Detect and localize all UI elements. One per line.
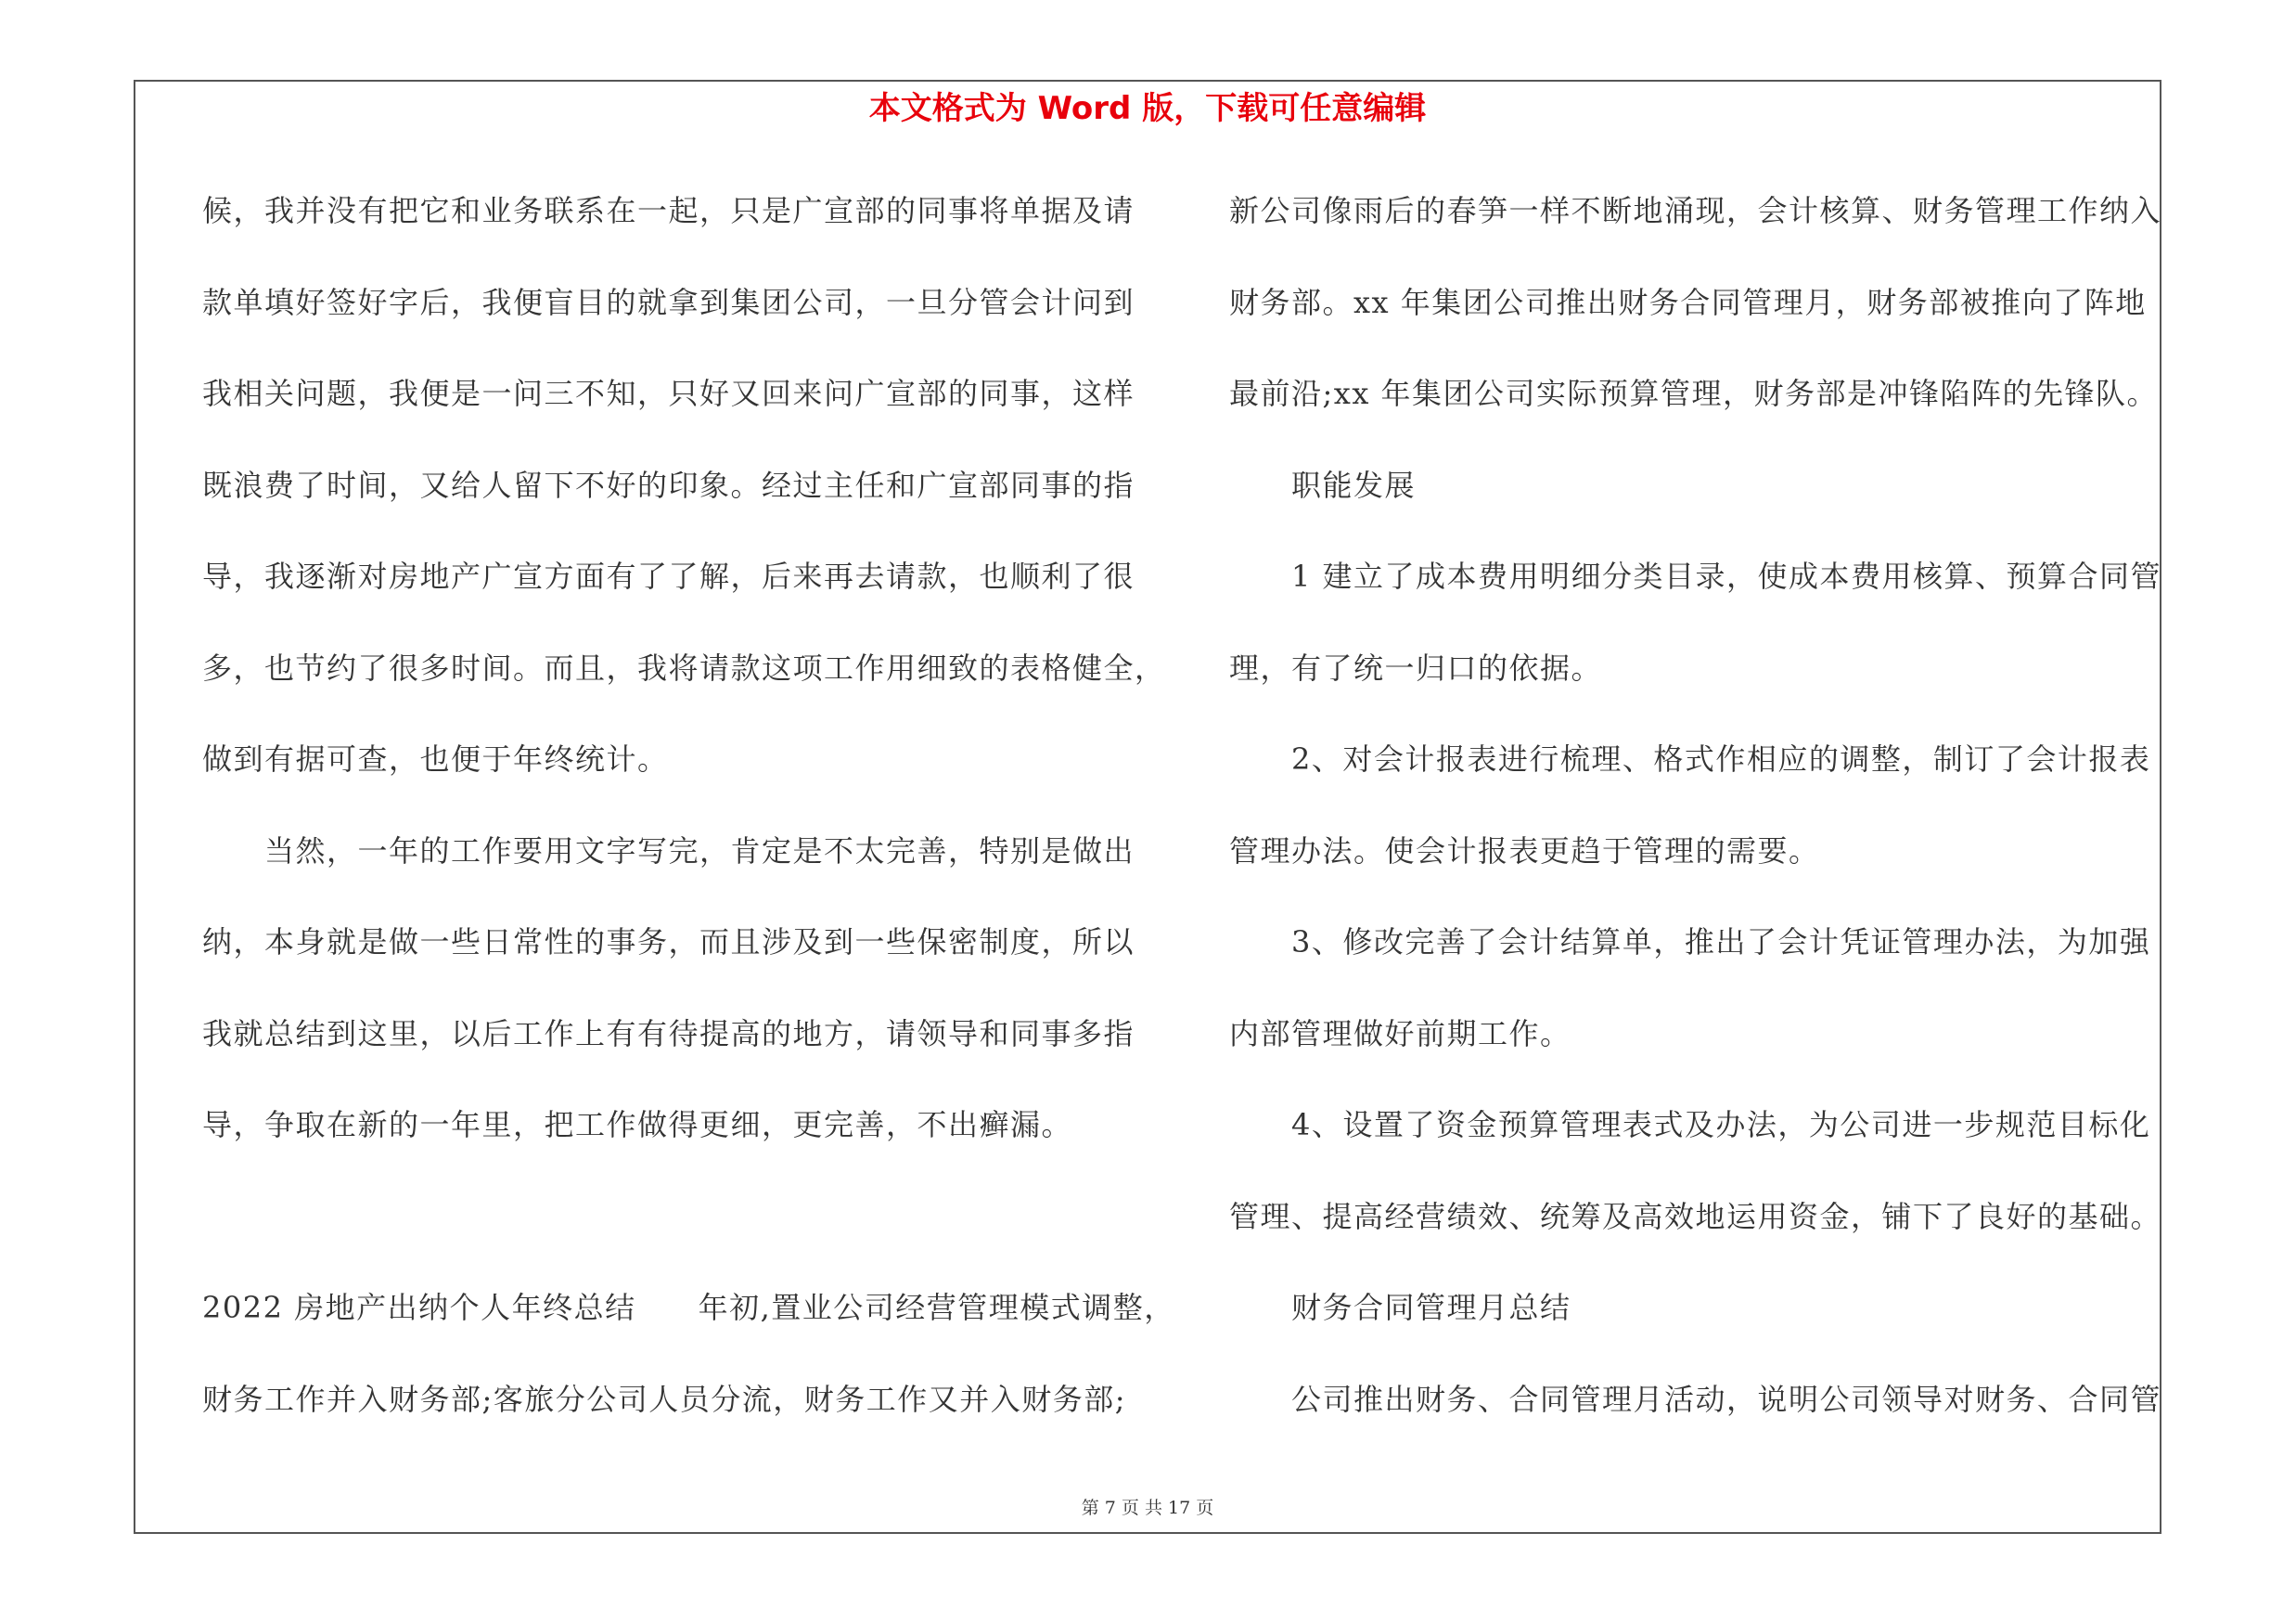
section-heading: 职能发展	[1229, 467, 1417, 503]
text-line: 内部管理做好前期工作。	[1229, 1015, 1571, 1051]
text-line: 我就总结到这里，以后工作上有有待提高的地方，请领导和同事多指	[202, 1015, 1135, 1051]
text-line: 新公司像雨后的春笋一样不断地涌现，会计核算、财务管理工作纳入	[1229, 193, 2162, 228]
right-text-column	[1229, 184, 2162, 1463]
text-line: 财务部。xx 年集团公司推出财务合同管理月，财务部被推向了阵地	[1229, 284, 2147, 320]
text-line: 导，我逐渐对房地产广宣方面有了了解，后来再去请款，也顺利了很	[202, 559, 1135, 594]
section-heading: 财务合同管理月总结	[1229, 1290, 1571, 1325]
format-notice-banner: 本文格式为 Word 版，下载可任意编辑	[868, 90, 1427, 127]
left-text-column	[202, 184, 1175, 1463]
text-line: 管理办法。使会计报表更趋于管理的需要。	[1229, 832, 1820, 869]
text-line: 纳，本身就是做一些日常性的事务，而且涉及到一些保密制度，所以	[202, 924, 1135, 960]
text-line: 最前沿;xx 年集团公司实际预算管理，财务部是冲锋陷阵的先锋队。	[1229, 376, 2159, 411]
text-line: 公司推出财务、合同管理月活动，说明公司领导对财务、合同管	[1229, 1381, 2162, 1417]
text-line: 4、设置了资金预算管理表式及办法，为公司进一步规范目标化	[1229, 1107, 2151, 1142]
text-line: 管理、提高经营绩效、统筹及高效地运用资金，铺下了良好的基础。	[1229, 1198, 2162, 1234]
text-line: 2、对会计报表进行梳理、格式作相应的调整，制订了会计报表	[1229, 741, 2151, 777]
text-line: 我相关问题，我便是一问三不知，只好又回来问广宣部的同事，这样	[202, 376, 1135, 411]
text-line: 3、修改完善了会计结算单，推出了会计凭证管理办法，为加强	[1229, 924, 2151, 960]
text-line: 2022 房地产出纳个人年终总结 年初,置业公司经营管理模式调整，	[202, 1290, 1175, 1325]
text-line: 做到有据可查，也便于年终统计。	[202, 741, 669, 777]
text-line: 多，也节约了很多时间。而且，我将请款这项工作用细致的表格健全，	[202, 650, 1166, 686]
text-line: 1 建立了成本费用明细分类目录，使成本费用核算、预算合同管	[1229, 559, 2162, 594]
text-line: 当然，一年的工作要用文字写完，肯定是不太完善，特别是做出	[202, 832, 1135, 869]
text-line: 候，我并没有把它和业务联系在一起，只是广宣部的同事将单据及请	[202, 193, 1135, 228]
text-line: 财务工作并入财务部;客旅分公司人员分流，财务工作又并入财务部;	[202, 1381, 1127, 1417]
text-line: 理，有了统一归口的依据。	[1229, 650, 1603, 686]
text-line: 既浪费了时间，又给人留下不好的印象。经过主任和广宣部同事的指	[202, 467, 1135, 503]
text-line: 导，争取在新的一年里，把工作做得更细，更完善，不出癣漏。	[202, 1107, 1073, 1142]
blank-line	[202, 1190, 1148, 1282]
text-line: 款单填好签好字后，我便盲目的就拿到集团公司，一旦分管会计问到	[202, 284, 1135, 320]
page-number: 第 7 页 共 17 页	[1081, 1498, 1214, 1518]
